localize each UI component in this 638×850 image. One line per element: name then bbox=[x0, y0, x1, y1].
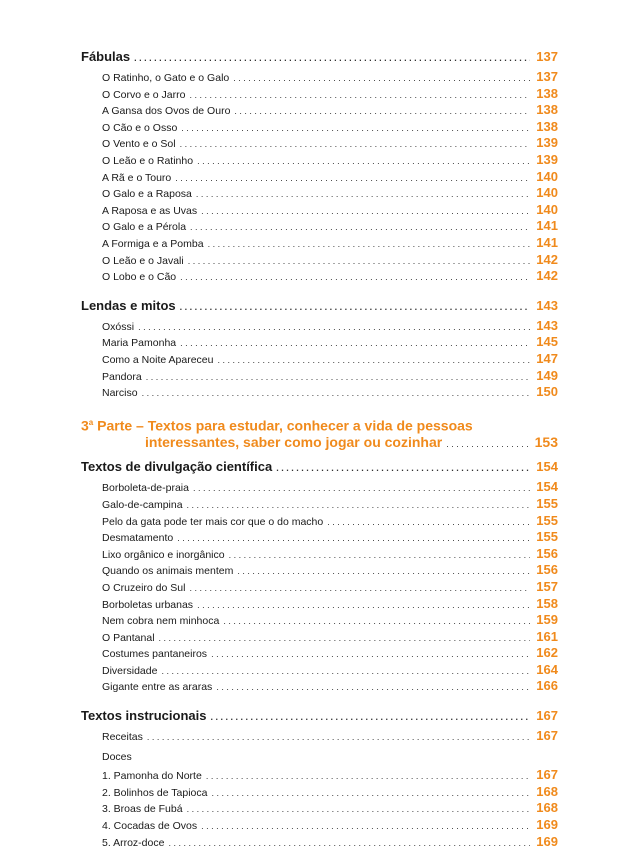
toc-block-instrucionais bbox=[81, 708, 558, 850]
item-title: Narciso bbox=[102, 387, 138, 400]
item-title: O Galo e a Raposa bbox=[102, 188, 192, 201]
dot-leader bbox=[142, 388, 531, 398]
dot-leader bbox=[138, 322, 530, 332]
dot-leader bbox=[216, 682, 530, 692]
page-number: 161 bbox=[536, 628, 558, 644]
page-number: 157 bbox=[536, 578, 558, 594]
toc-item-row[interactable] bbox=[81, 252, 558, 269]
page-number: 142 bbox=[536, 268, 558, 284]
toc-item-row[interactable] bbox=[81, 69, 558, 86]
page-number: 138 bbox=[536, 102, 558, 118]
item-title: Gigante entre as araras bbox=[102, 681, 213, 694]
part-title-line2: interessantes, saber como jogar ou cozinhar bbox=[145, 434, 443, 451]
part-title-line1: Parte – Textos para estudar, conhecer a vida de pessoas bbox=[93, 417, 473, 434]
toc-item-row[interactable] bbox=[81, 767, 558, 784]
item-title: O Leão e o Javali bbox=[102, 254, 184, 267]
table-of-contents bbox=[81, 49, 558, 850]
item-title: Quando os animais mentem bbox=[102, 565, 234, 578]
item-title: Como a Noite Apareceu bbox=[102, 353, 214, 366]
page-number: 139 bbox=[536, 151, 558, 167]
dot-leader bbox=[211, 788, 530, 798]
item-title: 1. Pamonha do Norte bbox=[102, 770, 202, 783]
dot-leader bbox=[327, 517, 530, 527]
page-number: 169 bbox=[536, 833, 558, 849]
toc-item-row[interactable] bbox=[81, 268, 558, 285]
page-number: 158 bbox=[536, 595, 558, 611]
dot-leader bbox=[180, 139, 531, 149]
page-number: 137 bbox=[536, 69, 558, 84]
toc-block-divulgacao bbox=[81, 459, 558, 695]
dot-leader bbox=[187, 500, 531, 510]
toc-block-fabulas-lendas bbox=[81, 49, 558, 401]
dot-leader bbox=[180, 302, 531, 312]
toc-item-row[interactable] bbox=[81, 479, 558, 496]
page-number: 143 bbox=[536, 297, 558, 313]
toc-item-row[interactable] bbox=[81, 218, 558, 235]
item-title: Borboleta-de-praia bbox=[102, 482, 189, 495]
page-number: 147 bbox=[536, 350, 558, 366]
item-title: 2. Bolinhos de Tapioca bbox=[102, 786, 208, 799]
toc-item-row[interactable] bbox=[81, 318, 558, 335]
page-number: 140 bbox=[536, 168, 558, 184]
dot-leader bbox=[201, 206, 530, 216]
page-number: 167 bbox=[536, 728, 558, 744]
section-title: Lendas e mitos bbox=[81, 297, 176, 313]
page-number: 137 bbox=[536, 49, 558, 64]
item-title: O Pantanal bbox=[102, 631, 155, 644]
item-title: Pelo da gata pode ter mais cor que o do macho bbox=[102, 515, 324, 528]
item-title: O Leão e o Ratinho bbox=[102, 154, 194, 167]
page-number: 154 bbox=[536, 459, 558, 475]
toc-item-row[interactable] bbox=[81, 662, 558, 679]
page-number: 162 bbox=[536, 645, 558, 661]
dot-leader bbox=[188, 256, 531, 266]
section-title: Textos de divulgação científica bbox=[81, 459, 273, 475]
section-title: Fábulas bbox=[81, 49, 131, 64]
item-title: A Formiga e a Pomba bbox=[102, 237, 204, 250]
toc-item-row[interactable] bbox=[81, 384, 558, 401]
item-title: Oxóssi bbox=[102, 320, 135, 333]
page-number: 166 bbox=[536, 678, 558, 694]
toc-item-row[interactable] bbox=[81, 351, 558, 368]
dot-leader bbox=[206, 771, 530, 781]
dot-leader bbox=[180, 338, 530, 348]
toc-item-row[interactable] bbox=[81, 152, 558, 169]
toc-item-row[interactable] bbox=[81, 800, 558, 817]
item-title: Nem cobra nem minhoca bbox=[102, 615, 220, 628]
page-number: 149 bbox=[536, 367, 558, 383]
item-title: O Galo e a Pérola bbox=[102, 221, 187, 234]
toc-item-row[interactable] bbox=[81, 645, 558, 662]
item-title: O Lobo e o Cão bbox=[102, 271, 177, 284]
page-number: 138 bbox=[536, 85, 558, 101]
item-title: Galo-de-campina bbox=[102, 498, 183, 511]
page-number: 140 bbox=[536, 201, 558, 217]
dot-leader bbox=[177, 533, 530, 543]
toc-item-row[interactable] bbox=[81, 102, 558, 119]
page-number: 159 bbox=[536, 612, 558, 628]
toc-item-row[interactable] bbox=[81, 496, 558, 513]
toc-item-row[interactable] bbox=[81, 119, 558, 136]
dot-leader bbox=[189, 90, 530, 100]
dot-leader bbox=[161, 666, 530, 676]
item-title: 3. Broas de Fubá bbox=[102, 803, 183, 816]
item-title: Desmatamento bbox=[102, 532, 174, 545]
dot-leader bbox=[276, 463, 530, 473]
dot-leader bbox=[190, 222, 530, 232]
toc-item-row[interactable] bbox=[81, 678, 558, 695]
dot-leader bbox=[208, 239, 531, 249]
toc-item-row[interactable] bbox=[81, 334, 558, 351]
page-number: 167 bbox=[536, 708, 558, 724]
item-title: A Gansa dos Ovos de Ouro bbox=[102, 105, 231, 118]
toc-item-row[interactable] bbox=[81, 368, 558, 385]
toc-item-row[interactable] bbox=[81, 185, 558, 202]
toc-item-row[interactable] bbox=[81, 596, 558, 613]
dot-leader bbox=[446, 436, 528, 453]
dot-leader bbox=[181, 123, 530, 133]
item-title: Costumes pantaneiros bbox=[102, 648, 208, 661]
item-title: 4. Cocadas de Ovos bbox=[102, 820, 198, 833]
toc-item-row[interactable] bbox=[81, 135, 558, 152]
dot-leader bbox=[146, 372, 531, 382]
page-number: 145 bbox=[536, 334, 558, 350]
page-number: 138 bbox=[536, 118, 558, 134]
dot-leader bbox=[168, 838, 530, 848]
page-number: 141 bbox=[536, 234, 558, 250]
page-number: 139 bbox=[536, 135, 558, 151]
dot-leader bbox=[134, 53, 530, 63]
toc-item-row[interactable] bbox=[81, 562, 558, 579]
page-number: 154 bbox=[536, 479, 558, 495]
item-title: Diversidade bbox=[102, 664, 158, 677]
dot-leader bbox=[211, 649, 530, 659]
page-number: 169 bbox=[536, 817, 558, 833]
item-title: O Cão e o Osso bbox=[102, 121, 178, 134]
toc-section-row[interactable] bbox=[81, 49, 558, 69]
dot-leader bbox=[210, 712, 530, 722]
toc-item-row[interactable] bbox=[81, 629, 558, 646]
page-number: 155 bbox=[536, 529, 558, 545]
toc-item-row[interactable] bbox=[81, 169, 558, 186]
page-number: 155 bbox=[536, 495, 558, 511]
page-number: 143 bbox=[536, 317, 558, 333]
dot-leader bbox=[187, 804, 531, 814]
doces-list bbox=[81, 767, 558, 850]
section-title: Textos instrucionais bbox=[81, 708, 207, 724]
toc-item-row[interactable] bbox=[81, 513, 558, 530]
item-title: 5. Arroz-doce bbox=[102, 836, 165, 849]
dot-leader bbox=[223, 616, 530, 626]
page-number: 168 bbox=[536, 783, 558, 799]
dot-leader bbox=[229, 550, 531, 560]
page-number: 142 bbox=[536, 251, 558, 267]
dot-leader bbox=[237, 566, 530, 576]
item-title: A Raposa e as Uvas bbox=[102, 204, 198, 217]
dot-leader bbox=[234, 106, 530, 116]
toc-section-row[interactable] bbox=[81, 708, 558, 728]
page-number: 156 bbox=[536, 545, 558, 561]
dot-leader bbox=[159, 633, 531, 643]
dot-leader bbox=[193, 483, 530, 493]
dot-leader bbox=[233, 73, 530, 83]
item-title: O Vento e o Sol bbox=[102, 138, 176, 151]
toc-item-row[interactable] bbox=[81, 579, 558, 596]
toc-item-row[interactable] bbox=[81, 817, 558, 834]
doces-heading: Doces bbox=[102, 750, 132, 763]
page-number: 150 bbox=[536, 384, 558, 400]
page-number: 155 bbox=[536, 512, 558, 528]
part-number: 3 bbox=[81, 417, 89, 434]
toc-item-row[interactable] bbox=[81, 529, 558, 546]
toc-section-row[interactable] bbox=[81, 459, 558, 479]
toc-item-row[interactable] bbox=[81, 728, 558, 745]
toc-section-row[interactable] bbox=[81, 298, 558, 318]
toc-item-row[interactable] bbox=[81, 235, 558, 252]
dot-leader bbox=[201, 821, 530, 831]
part-ordinal: a bbox=[88, 417, 94, 427]
toc-item-row[interactable] bbox=[81, 834, 558, 850]
toc-item-row[interactable] bbox=[81, 546, 558, 563]
item-title: Maria Pamonha bbox=[102, 337, 177, 350]
item-title: O Corvo e o Jarro bbox=[102, 88, 186, 101]
page-number: 164 bbox=[536, 661, 558, 677]
dot-leader bbox=[147, 732, 530, 742]
toc-item-row[interactable] bbox=[81, 86, 558, 103]
item-title: Pandora bbox=[102, 370, 142, 383]
dot-leader bbox=[196, 189, 530, 199]
dot-leader bbox=[189, 583, 530, 593]
dot-leader bbox=[175, 173, 530, 183]
item-title: Receitas bbox=[102, 731, 143, 744]
page-number: 167 bbox=[536, 767, 558, 783]
toc-item-row[interactable] bbox=[81, 784, 558, 801]
item-title: Borboletas urbanas bbox=[102, 598, 194, 611]
page-number: 141 bbox=[536, 218, 558, 234]
page-number: 153 bbox=[534, 434, 558, 451]
dot-leader bbox=[180, 272, 530, 282]
toc-item-row[interactable] bbox=[81, 612, 558, 629]
item-title: A Rã e o Touro bbox=[102, 171, 172, 184]
part-3-heading bbox=[81, 414, 558, 454]
page-number: 140 bbox=[536, 185, 558, 201]
toc-item-row[interactable] bbox=[81, 202, 558, 219]
dot-leader bbox=[197, 156, 530, 166]
item-title: O Ratinho, o Gato e o Galo bbox=[102, 72, 230, 84]
item-title: Lixo orgânico e inorgânico bbox=[102, 548, 225, 561]
page-number: 168 bbox=[536, 800, 558, 816]
page-number: 156 bbox=[536, 562, 558, 578]
item-title: O Cruzeiro do Sul bbox=[102, 581, 186, 594]
dot-leader bbox=[197, 600, 530, 610]
dot-leader bbox=[217, 355, 530, 365]
